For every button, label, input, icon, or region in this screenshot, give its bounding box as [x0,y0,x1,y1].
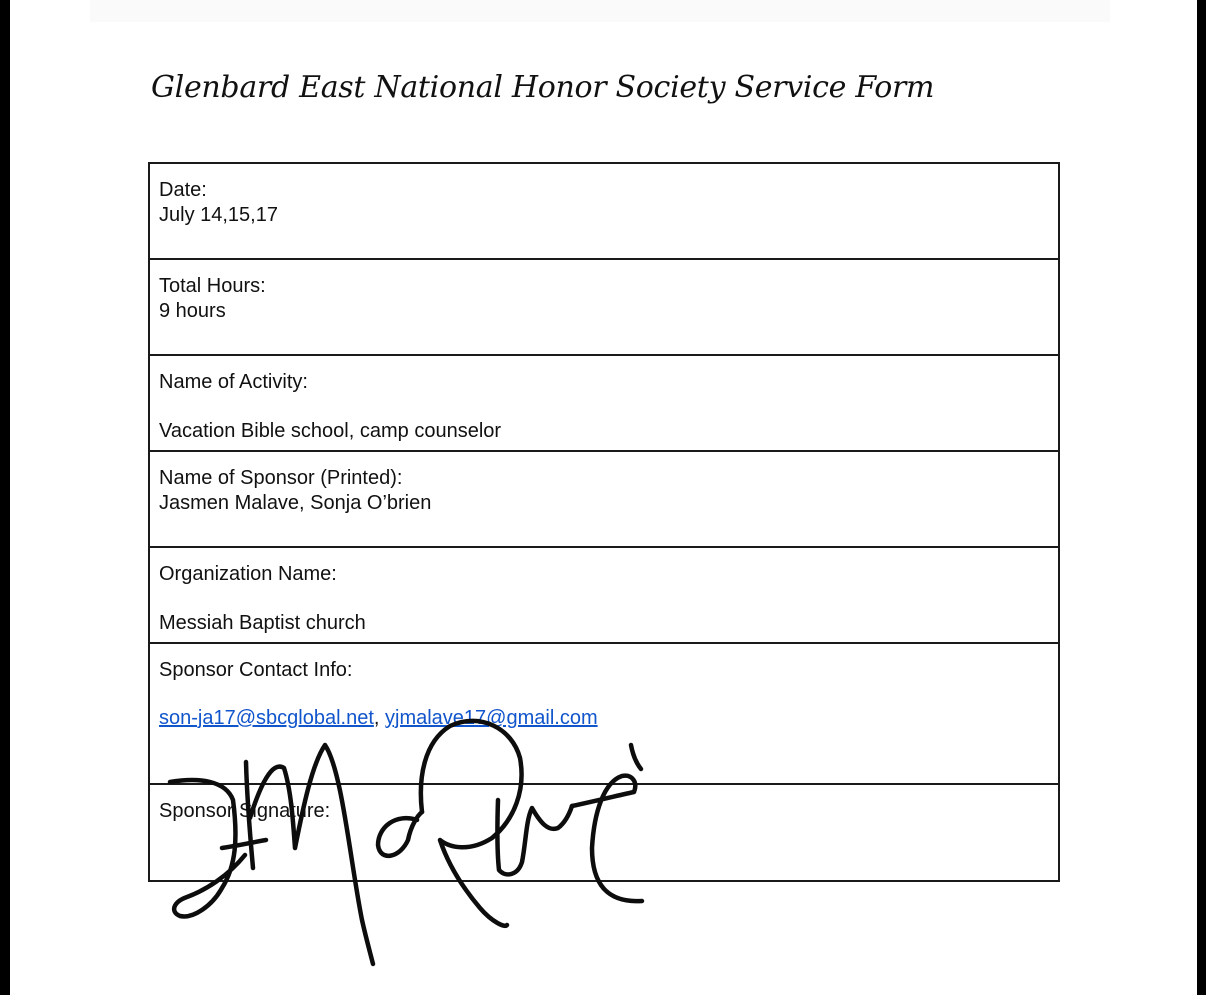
sponsor-signature-row [150,785,1058,880]
date-value: July 14,15,17 [159,204,278,226]
sponsor-name-label: Name of Sponsor (Printed): [159,467,403,489]
activity-value: Vacation Bible school, camp counselor [159,420,502,442]
page-top-edge [90,0,1110,22]
service-form-table [148,162,1060,882]
organization-row [150,548,1058,644]
sponsor-contact-row [150,644,1058,785]
date-label: Date: [159,179,207,201]
sponsor-name-row [150,452,1058,548]
organization-label: Organization Name: [159,563,337,585]
organization-value: Messiah Baptist church [159,612,366,634]
total-hours-label: Total Hours: [159,275,266,297]
sponsor-signature-label: Sponsor Signature: [159,800,331,822]
document-page [10,0,1197,995]
sponsor-name-value: Jasmen Malave, Sonja O’brien [159,492,432,514]
sponsor-email-link-2[interactable]: yjmalave17@gmail.com [385,707,598,729]
sponsor-email-link-1[interactable]: son-ja17@sbcglobal.net [159,707,374,729]
sponsor-contact-label: Sponsor Contact Info: [159,659,353,681]
total-hours-value: 9 hours [159,300,226,322]
sponsor-contact-emails [159,706,1058,731]
total-hours-row [150,260,1058,356]
date-row [150,164,1058,260]
activity-label: Name of Activity: [159,371,308,393]
email-separator: , [373,707,380,729]
form-title: Glenbard East National Honor Society Service Form [151,70,935,105]
activity-row [150,356,1058,452]
